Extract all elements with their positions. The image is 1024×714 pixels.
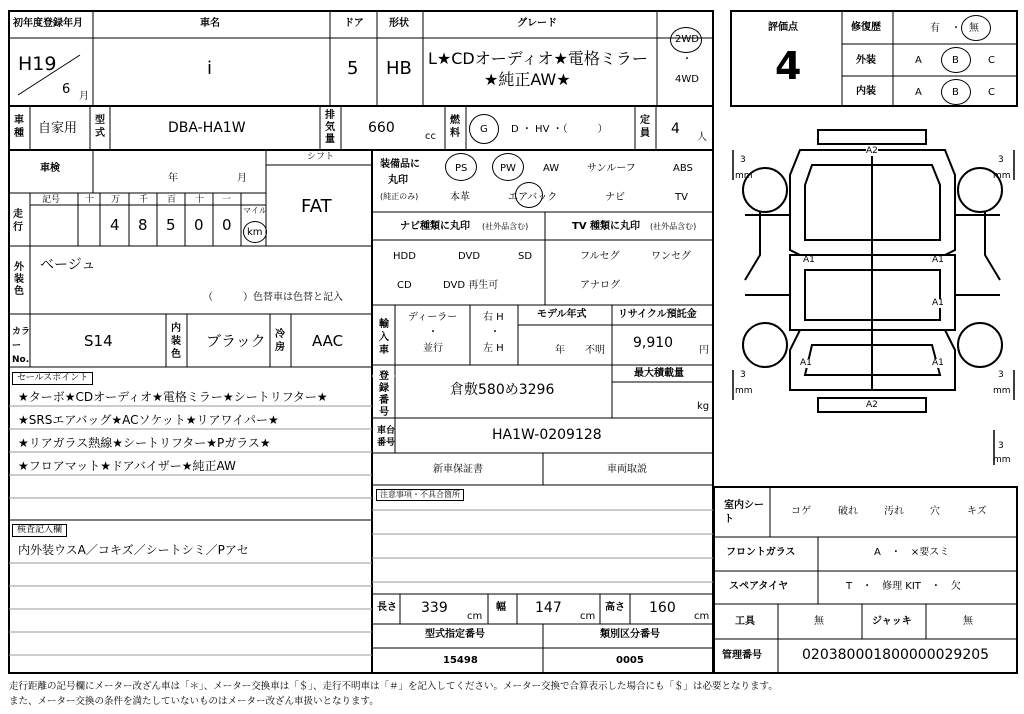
sales-points-label: セールスポイント xyxy=(12,372,93,385)
seat-hole: 穴 xyxy=(930,506,940,517)
chassis-number: HA1W-0209128 xyxy=(492,427,602,443)
equip-sunroof: サンルーフ xyxy=(587,163,636,174)
sales-line-4: ★フロアマット★ドアバイザー★純正AW xyxy=(18,459,236,473)
spare-three: 3 xyxy=(998,441,1004,451)
ext-color-label: 外装色 xyxy=(14,262,24,297)
circle-km xyxy=(243,221,267,243)
capacity-value: 4 xyxy=(671,121,680,137)
spare-tire-label: スペアタイヤ xyxy=(729,581,789,592)
capacity-label: 定員 xyxy=(640,115,650,139)
navi-dvd-play: DVD 再生可 xyxy=(443,280,499,291)
inspection-label: 車検 xyxy=(40,163,60,174)
grade-label: グレード xyxy=(517,18,557,29)
tl-mm: mm xyxy=(735,171,753,181)
equip-pw: PW xyxy=(500,163,516,174)
type-designation-label: 型式指定番号 xyxy=(425,629,485,640)
yen-unit: 円 xyxy=(699,345,709,356)
navi-sd: SD xyxy=(518,251,533,262)
height-unit: cm xyxy=(694,611,710,622)
bl-mm: mm xyxy=(735,386,753,396)
spare-mm: mm xyxy=(993,455,1011,465)
equip-aw: AW xyxy=(543,163,560,174)
digit-2: 8 xyxy=(138,216,148,234)
equip-tv: TV xyxy=(675,192,688,203)
recycle-label: リサイクル預託金 xyxy=(618,309,697,320)
height-value: 160 xyxy=(649,600,676,616)
score-value: 4 xyxy=(775,44,802,88)
inspection-year-unit: 年 xyxy=(168,173,178,184)
seat-burn: コゲ xyxy=(791,506,811,517)
int-c: C xyxy=(988,87,995,98)
ext-c: C xyxy=(988,55,995,66)
mgmt-label: 管理番号 xyxy=(722,650,762,661)
circle-airbag xyxy=(515,182,543,208)
bl-three: 3 xyxy=(740,370,746,380)
interior-color-value: ブラック xyxy=(206,332,266,350)
digit-3: 5 xyxy=(166,216,176,234)
type-designation-value: 15498 xyxy=(443,655,478,666)
height-label: 高さ xyxy=(605,602,625,613)
person-unit: 人 xyxy=(697,132,707,143)
circle-repair-no xyxy=(961,15,991,41)
shape-label: 形状 xyxy=(389,18,409,29)
sales-line-2: ★SRSエアバッグ★ACソケット★リアワイパー★ xyxy=(18,413,279,427)
navi-aftermarket: (社外品含む) xyxy=(482,222,529,231)
mark-top: A2 xyxy=(866,146,878,156)
circle-pw xyxy=(492,153,524,181)
import-dot: ・ xyxy=(428,327,438,338)
chassis-label: 車台番号 xyxy=(377,426,396,448)
jack-label: ジャッキ xyxy=(872,616,912,627)
digit-header-5: 一 xyxy=(222,195,232,205)
sales-line-1: ★ターボ★CDオーディオ★電格ミラー★シートリフター★ xyxy=(18,390,328,404)
tv-fullseg: フルセグ xyxy=(580,251,620,262)
length-label: 長さ xyxy=(377,602,397,613)
width-value: 147 xyxy=(535,600,562,616)
manual-label: 車両取説 xyxy=(607,464,647,475)
ac-label: 冷房 xyxy=(275,329,285,353)
mile-label: マイル xyxy=(243,206,267,215)
shift-value: FAT xyxy=(301,196,332,217)
navi-hdd: HDD xyxy=(393,251,416,262)
import-lh: 左 H xyxy=(483,343,504,354)
repair-dot: ・ xyxy=(951,23,961,34)
mark-label: 記号 xyxy=(42,195,61,205)
mark-right-mid: A1 xyxy=(932,298,944,308)
name-label: 車名 xyxy=(200,18,220,29)
month-unit: 月 xyxy=(79,91,89,102)
grade-line1: L★CDオーディオ★電格ミラー xyxy=(428,49,648,68)
seat-scratch: キズ xyxy=(967,506,987,517)
mark-left-rear: A1 xyxy=(800,358,812,368)
width-unit: cm xyxy=(580,611,596,622)
windshield-label: フロントガラス xyxy=(726,547,796,558)
int-a: A xyxy=(915,87,922,98)
mileage-label: 走行 xyxy=(13,209,23,233)
digit-4: 0 xyxy=(194,216,204,234)
seat-tear: 破れ xyxy=(838,506,858,517)
inspector-notes-text: 内外装ウスA／コキズ／シートシミ／Pアセ xyxy=(18,543,249,557)
equipment-label-1: 装備品に xyxy=(380,159,420,170)
model-year-label: モデル年式 xyxy=(537,309,587,320)
length-value: 339 xyxy=(421,600,448,616)
score-label: 評価点 xyxy=(768,22,798,33)
car-name: i xyxy=(207,58,213,79)
footer-line-2: また、メーター交換の条件を満たしていないものはメーター改ざん車扱いとなります。 xyxy=(9,696,379,707)
plate-number: 倉敷580め3296 xyxy=(450,382,555,398)
br-three: 3 xyxy=(998,370,1004,380)
jack-value: 無 xyxy=(963,616,973,627)
equipment-label-2: 丸印 xyxy=(388,175,408,186)
interior-color-label: 内装色 xyxy=(171,323,181,360)
shift-label: シフト xyxy=(307,152,335,162)
model-label: 型式 xyxy=(95,115,105,139)
ext-a: A xyxy=(915,55,922,66)
seat-stain: 汚れ xyxy=(884,506,904,517)
first-reg-era: H19 xyxy=(18,53,57,75)
usage-value: 自家用 xyxy=(38,121,78,136)
color-no-label: カラーNo. xyxy=(12,327,31,365)
kg-unit: kg xyxy=(697,401,710,412)
length-unit: cm xyxy=(467,611,483,622)
model-year-value: 不明 xyxy=(585,345,605,356)
repair-label: 修復歴 xyxy=(851,22,881,33)
seat-label: 室内シート xyxy=(724,500,764,525)
import-dealer: ディーラー xyxy=(408,312,458,323)
mark-left-front: A1 xyxy=(803,255,815,265)
int-b: B xyxy=(952,87,959,98)
drive-dot: ・ xyxy=(682,54,692,65)
navi-dvd: DVD xyxy=(458,251,481,262)
model-year-unit: 年 xyxy=(555,345,565,356)
class-label: 類別区分番号 xyxy=(600,629,660,640)
mark-right-front: A1 xyxy=(932,255,944,265)
recycle-amount: 9,910 xyxy=(633,335,674,351)
drive-4wd: 4WD xyxy=(675,74,699,85)
doors-value: 5 xyxy=(347,58,359,79)
drive-2wd: 2WD xyxy=(675,34,699,45)
circle-ext-b xyxy=(941,47,971,73)
tools-label: 工具 xyxy=(735,616,755,627)
warranty-label: 新車保証書 xyxy=(433,464,483,475)
usage-label: 車種 xyxy=(14,115,24,139)
cc-unit: cc xyxy=(425,131,436,142)
tv-type-label: TV 種類に丸印 xyxy=(572,221,641,232)
shape-value: HB xyxy=(386,58,412,79)
import-parallel: 並行 xyxy=(423,343,443,354)
doors-label: ドア xyxy=(344,18,364,29)
navi-cd: CD xyxy=(397,280,412,291)
tr-three: 3 xyxy=(998,155,1004,165)
sales-line-3: ★リアガラス熱線★シートリフター★Pガラス★ xyxy=(18,436,271,450)
windshield-value: A ・ ×要スミ xyxy=(874,547,950,558)
tv-oneseg: ワンセグ xyxy=(651,251,691,262)
tl-three: 3 xyxy=(740,155,746,165)
km-label: km xyxy=(247,227,263,238)
mgmt-number: 020380001800000029205 xyxy=(802,647,990,663)
digit-5: 0 xyxy=(222,216,232,234)
notes-label: 注意事項・不具合箇所 xyxy=(376,489,464,501)
displacement-value: 660 xyxy=(368,120,395,136)
interior-label: 内装 xyxy=(856,86,876,97)
import-dot2: ・ xyxy=(490,327,500,338)
tv-aftermarket: (社外品含む) xyxy=(650,222,697,231)
mark-bottom: A2 xyxy=(866,400,878,410)
class-value: 0005 xyxy=(616,655,644,666)
digit-header-4: 十 xyxy=(195,195,205,205)
color-no-value: S14 xyxy=(84,332,113,350)
spare-tire-value: T ・ 修理 KIT ・ 欠 xyxy=(846,581,961,592)
inspection-month-unit: 月 xyxy=(237,173,247,184)
mark-right-rear: A1 xyxy=(932,358,944,368)
color-change-note: （ ）色替車は色替と記入 xyxy=(203,292,343,303)
digit-header-2: 千 xyxy=(139,195,149,205)
car-diagram xyxy=(745,130,1000,412)
circle-fuel-g xyxy=(469,114,499,144)
inspector-notes-label: 検査記入欄 xyxy=(12,524,67,537)
registration-label: 登録番号 xyxy=(379,371,389,418)
displacement-label: 排気量 xyxy=(325,110,335,145)
repair-no: 無 xyxy=(969,23,979,34)
footer-line-1: 走行距離の記号欄にメーター改ざん車は「＊」、メーター交換車は「＄」、走行不明車は「＃」を記入してください。メーター交換で合算表示した場合にも「＄」は必要となります。 xyxy=(9,681,778,692)
equip-airbag: エアバック xyxy=(508,192,558,203)
first-reg-month: 6 xyxy=(62,82,71,97)
fuel-label: 燃料 xyxy=(450,115,460,139)
equip-abs: ABS xyxy=(673,163,693,174)
equip-ps: PS xyxy=(455,163,468,174)
digit-header-0: 十 xyxy=(85,195,95,205)
max-load-label: 最大積載量 xyxy=(634,368,684,379)
circle-int-b xyxy=(941,79,971,105)
navi-type-label: ナビ種類に丸印 xyxy=(400,221,470,232)
tv-analog: アナログ xyxy=(580,280,620,291)
ac-value: AAC xyxy=(312,332,344,350)
equip-navi: ナビ xyxy=(605,192,625,203)
digit-header-3: 百 xyxy=(167,195,177,205)
br-mm: mm xyxy=(993,386,1011,396)
fuel-rest: D ・ HV ・（ ） xyxy=(511,124,608,135)
import-rh: 右 H xyxy=(483,312,504,323)
model-value: DBA-HA1W xyxy=(168,120,246,136)
equip-leather: 本革 xyxy=(450,192,470,203)
tr-mm: mm xyxy=(993,171,1011,181)
width-label: 幅 xyxy=(496,602,506,613)
tools-value: 無 xyxy=(814,616,824,627)
digit-header-1: 万 xyxy=(111,195,121,205)
import-label: 輸入車 xyxy=(379,319,389,356)
grade-line2: ★純正AW★ xyxy=(484,70,571,89)
circle-ps xyxy=(445,153,477,181)
exterior-label: 外装 xyxy=(856,55,876,66)
equipment-label-3: (純正のみ) xyxy=(380,192,419,201)
ext-b: B xyxy=(952,55,959,66)
circle-2wd xyxy=(670,27,702,53)
first-reg-label: 初年度登録年月 xyxy=(13,18,83,29)
digit-1: 4 xyxy=(110,216,120,234)
ext-color-value: ベージュ xyxy=(40,257,96,273)
repair-yes: 有 xyxy=(930,23,940,34)
fuel-g: G xyxy=(480,124,488,135)
